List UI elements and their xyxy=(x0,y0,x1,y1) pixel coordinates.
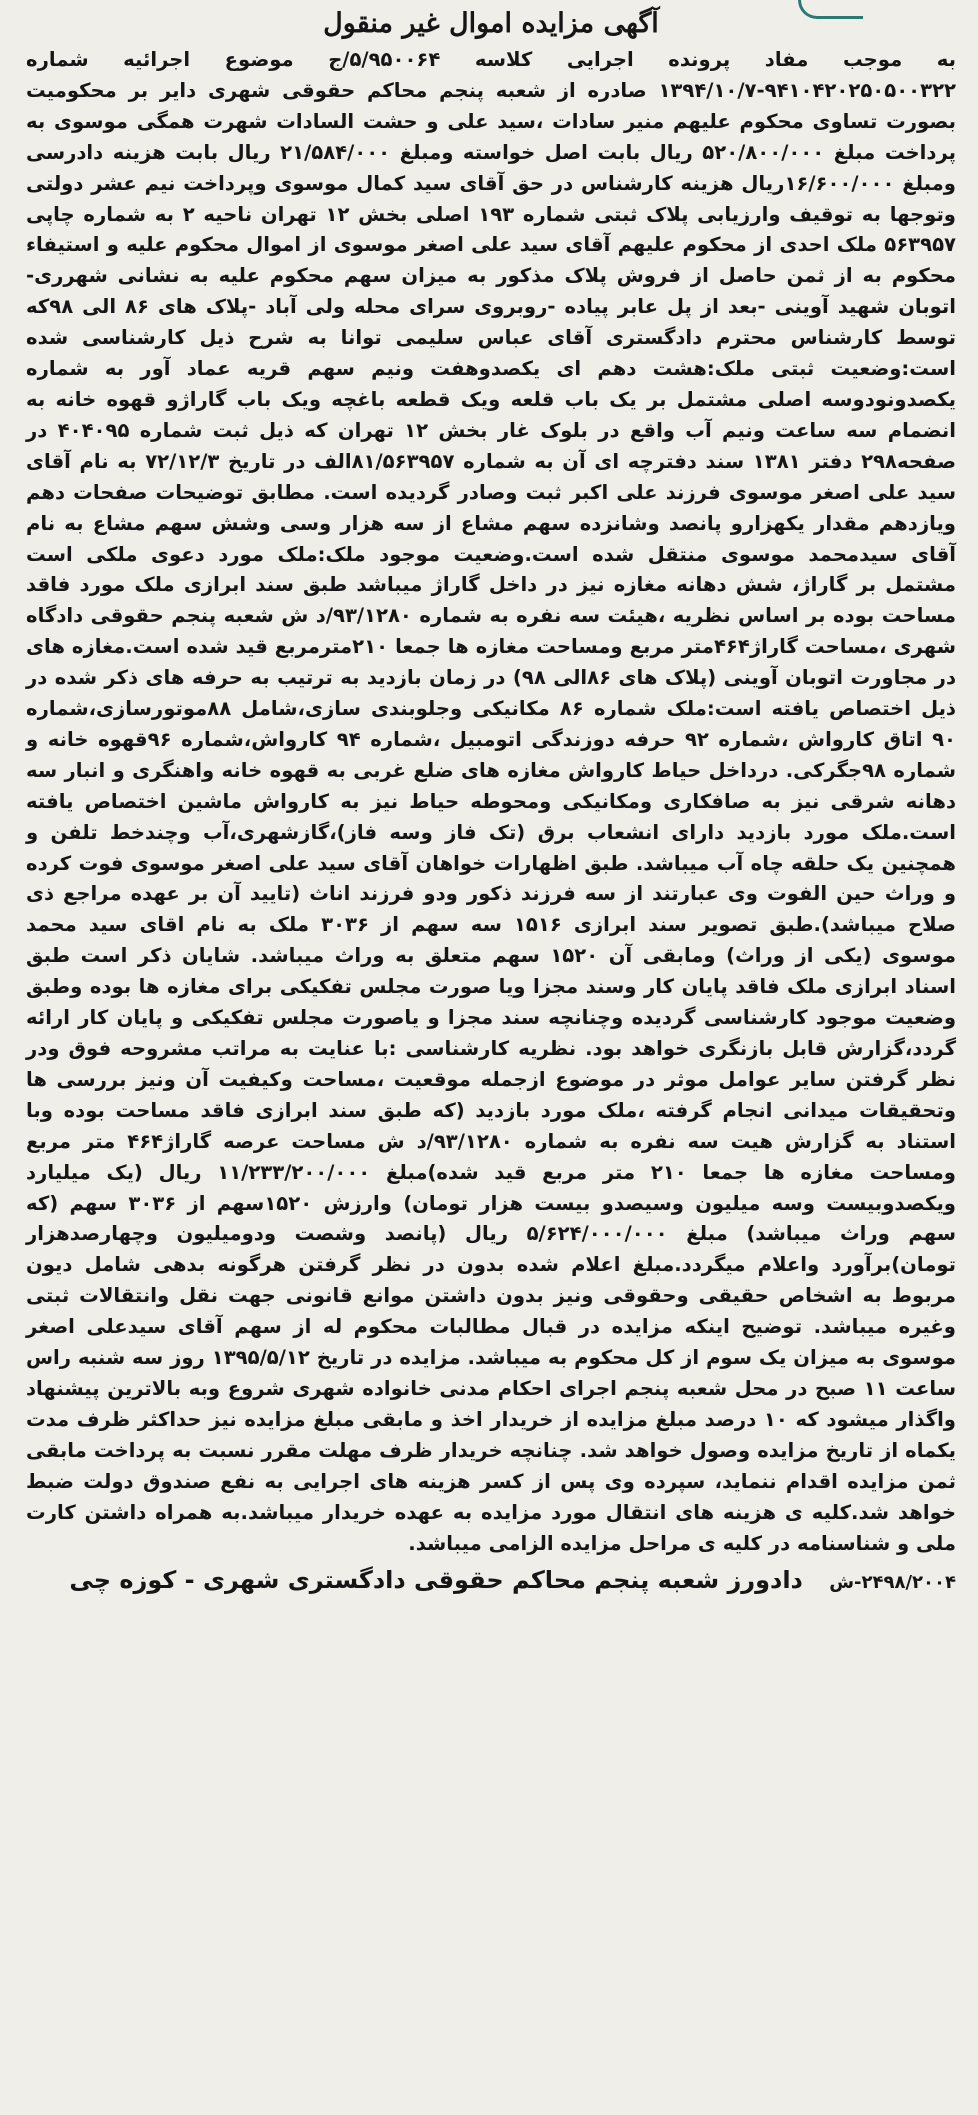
notice-body: به موجب مفاد پرونده اجرایی کلاسه ۵/۹۵۰۰۶۴/ج موضوع اجرائیه شماره ۹۴۱۰۴۲۰۲۵۰۵۰۰۳۲۲-۱۳۹۴/۱۰/۷ صادره از شعبه پنجم محاکم حقوقی شهری دایر بر محکومیت بصورت تساوی محکوم علیهم منیر سادات ،سید علی و حشت السادات شهرت همگی موسوی به پرداخت مبلغ ۵۲۰/۸۰۰/۰۰۰ ریال بابت اصل خواسته ومبلغ ۲۱/۵۸۴/۰۰۰ ریال بابت هزینه دادرسی ومبلغ ۱۶/۶۰۰/۰۰۰ریال هزینه کارشناس در حق آقای سید کمال موسوی وپرداخت نیم عشر دولتی وتوجها به توقیف وارزیابی پلاک ثبتی شماره ۱۹۳ اصلی بخش ۱۲ تهران ناحیه ۲ به شماره چاپی ۵۶۳۹۵۷ ملک احدی از محکوم علیهم آقای سید علی اصغر موسوی از اموال محکوم علیه و استیفاء محکوم به از ثمن حاصل از فروش پلاک مذکور به میزان سهم محکوم علیه به نشانی شهرری-اتوبان شهید آوینی -بعد از پل عابر پیاده -روبروی سرای محله ولی آباد -پلاک های ۸۶ الی ۹۸که توسط کارشناس محترم دادگستری آقای عباس سلیمی توانا به شرح ذیل کارشناسی شده است:وضعیت ثبتی ملک:هشت دهم ای یکصدوهفت ونیم سهم قریه عماد آور به شماره یکصدونودوسه اصلی مشتمل بر یک باب قلعه ویک قطعه باغچه ویک باب گاراژو قهوه خانه به انضمام سه ساعت ونیم آب واقع در بلوک غار بخش ۱۲ تهران که ذیل ثبت شماره ۴۰۴۰۹۵ در صفحه۲۹۸ دفتر ۱۳۸۱ سند دفترچه ای آن به شماره ۸۱/۵۶۳۹۵۷الف در تاریخ ۷۲/۱۲/۳ به نام آقای سید علی اصغر موسوی فرزند علی اکبر ثبت وصادر گردیده است. مطابق توضیحات صفحات دهم ویازدهم مقدار یکهزارو پانصد وشانزده سهم مشاع از سه هزار وسی وشش سهم مشاع به نام آقای سیدمحمد موسوی منتقل شده است.وضعیت موجود ملک:ملک مورد دعوی ملکی است مشتمل بر گاراژ، شش دهانه مغازه نیز در داخل گاراژ میباشد طبق سند ابرازی ملک مورد فاقد مساحت بوده بر اساس نظریه ،هیئت سه نفره به شماره ۹۳/۱۲۸۰/د ش شعبه پنجم حقوقی دادگاه شهری ،مساحت گاراژ۴۶۴متر مربع ومساحت مغازه ها جمعا ۲۱۰مترمربع قید شده است.مغازه های در مجاورت اتوبان آوینی (پلاک های ۸۶الی ۹۸) در زمان بازدید به ترتیب به حرفه های ذکر شده در ذیل اختصاص یافته است:ملک شماره ۸۶ مکانیکی وجلوبندی سازی،شامل ۸۸موتورسازی،شماره ۹۰ اتاق کارواش ،شماره ۹۲ حرفه دوزندگی اتومبیل ،شماره ۹۴ کارواش،شماره ۹۶قهوه خانه و شماره ۹۸جگرکی. درداخل حیاط کارواش مغازه های ضلع غربی به قهوه خانه واهنگری و انبار سه دهانه شرقی نیز به صافکاری ومکانیکی ومحوطه حیاط نیز به کارواش ماشین اختصاص یافته است.ملک مورد بازدید دارای انشعاب برق (تک فاز وسه فاز)،گازشهری،آب وچندخط تلفن و همچنین یک حلقه چاه آب میباشد. طبق اظهارات خواهان آقای سید علی اصغر موسوی فوت کرده و وراث حین الفوت وی عبارتند از سه فرزند ذکور ودو فرزند اناث (تایید آن بر عهده مراجع ذی صلاح میباشد).طبق تصویر سند ابرازی ۱۵۱۶ سه سهم از ۳۰۳۶ ملک به نام اقای سید محمد موسوی (یکی از وراث) ومابقی آن ۱۵۲۰ سهم متعلق به وراث میباشد. شایان ذکر است طبق اسناد ابرازی ملک فاقد پایان کار وسند مجزا ویا صورت مجلس تفکیکی برای مغازه ها بوده وطبق وضعیت موجود کارشناسی گردیده وچنانچه سند مجزا و یاصورت مجلس تفکیکی و پایان کار ارائه گردد،گزارش قابل بازنگری خواهد بود. نظریه کارشناسی :با عنایت به مراتب مشروحه فوق ودر نظر گرفتن سایر عوامل موثر در موضوع ازجمله موقعیت ،مساحت وکیفیت آن ونیز بررسی ها وتحقیقات میدانی انجام گرفته ،ملک مورد بازدید (که طبق سند ابرازی فاقد مساحت بوده وبا استناد به گزارش هیت سه نفره به شماره ۹۳/۱۲۸۰/د ش مساحت عرصه گاراژ۴۶۴ متر مربع ومساحت مغازه ها جمعا ۲۱۰ متر مربع قید شده)مبلغ ۱۱/۲۳۳/۲۰۰/۰۰۰ ریال (یک میلیارد ویکصدوبیست وسه میلیون وسیصدو بیست هزار تومان) وارزش ۱۵۲۰سهم از ۳۰۳۶ سهم (که سهم وراث میباشد) مبلغ ۵/۶۲۴/۰۰۰/۰۰۰ ریال (پانصد وشصت ودومیلیون وچهارصدهزار تومان)برآورد واعلام میگردد.مبلغ اعلام شده بدون در نظر گرفتن هرگونه بدهی شامل دیون مربوط به اشخاص حقیقی وحقوقی ونیز بدون داشتن موانع قانونی جهت نقل وانتقالات ثبتی وغیره میباشد. توضیح اینکه مزایده در قبال مطالبات محکوم له از سهم آقای سیدعلی اصغر موسوی به میزان یک سوم از کل محکوم به میباشد. مزایده در تاریخ ۱۳۹۵/۵/۱۲ روز سه شنبه راس ساعت ۱۱ صبح در محل شعبه پنجم اجرای احکام مدنی خانواده شهری شروع وبه بالاترین پیشنهاد واگذار میشود که ۱۰ درصد مبلغ مزایده از خریدار اخذ و مابقی مبلغ مزایده نیز حداکثر ظرف مدت یکماه از تاریخ مزایده وصول خواهد شد. چنانچه خریدار ظرف مهلت مقرر نسبت به پرداخت مابقی ثمن مزایده اقدام ننماید، سپرده وی پس از کسر هزینه های اجرایی به نفع صندوق دولت ضبط خواهد شد.کلیه ی هزینه های انتقال مورد مزایده به عهده خریدار میباشد.به همراه داشتن کارت ملی و شناسنامه در کلیه ی مراحل مزایده الزامی میباشد. xyxy=(26,48,957,1555)
auction-notice xyxy=(26,8,956,1602)
notice-reference: ۲۴۹۸/۲۰۰۴-ش xyxy=(829,1572,956,1594)
notice-footer xyxy=(26,1561,956,1602)
notice-signature: دادورز شعبه پنجم محاکم حقوقی دادگستری شهری - کوزه چی xyxy=(69,1566,803,1595)
notice-title: آگهی مزایده اموال غیر منقول xyxy=(323,8,659,39)
